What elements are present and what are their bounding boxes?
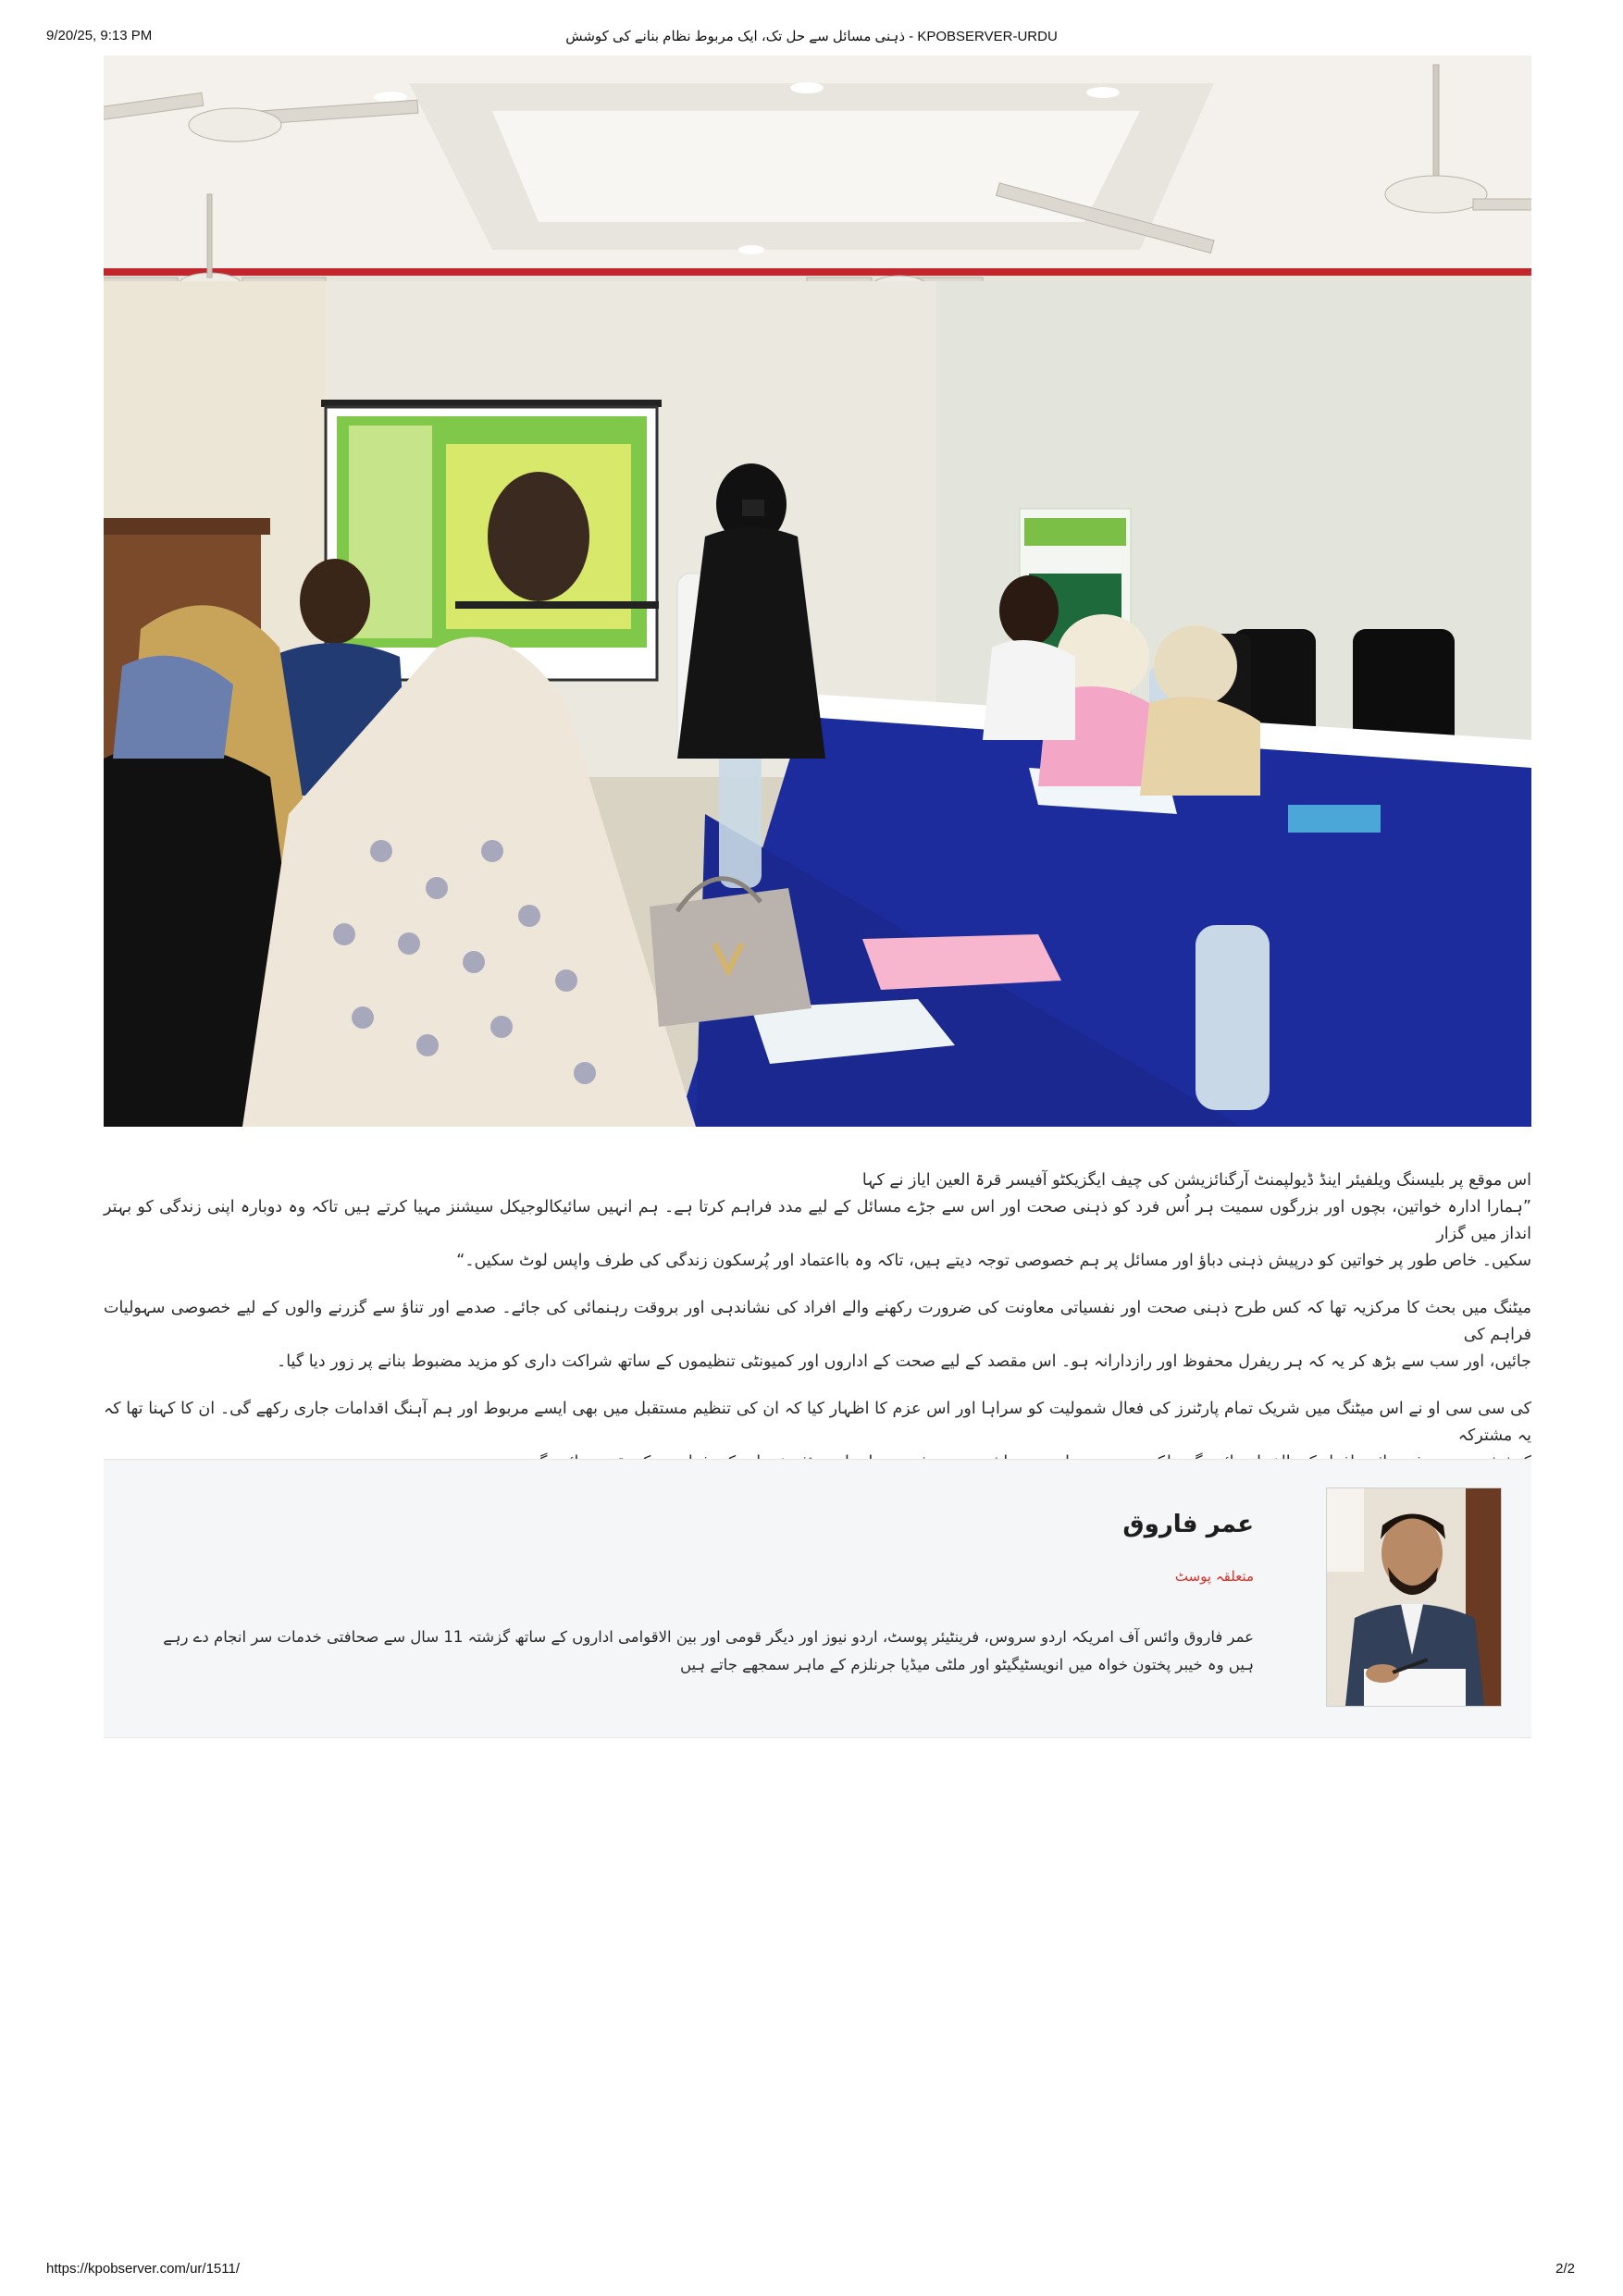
article-body: [104, 1167, 1531, 1497]
author-avatar[interactable]: [1326, 1487, 1502, 1707]
related-posts-link[interactable]: متعلقہ پوسٹ: [1174, 1568, 1254, 1585]
print-page-number: 2/2: [1555, 2261, 1575, 2277]
author-bio: عمر فاروق وائس آف امریکہ اردو سروس، فرینٹیئر پوسٹ، اردو نیوز اور دیگر قومی اور بین الاقوامی اداروں کے ساتھ گزشتہ 11 سال سے صحافتی خدمات سر انجام دے رہے ہیں وہ خیبر پختون خواہ میں انویسٹیگیٹو اور ملٹی میڈیا جرنلزم کے ماہر سمجھے جاتے ہیں: [163, 1628, 1254, 1673]
paragraph-meeting-discussion: [104, 1295, 1531, 1376]
print-url: https://kpobserver.com/ur/1511/: [46, 2261, 240, 2277]
event-photo: [104, 56, 1531, 1127]
print-footer: [0, 2261, 1623, 2281]
paragraph-line: میٹنگ میں بحث کا مرکزیہ تھا کہ کس طرح ذہنی صحت اور نفسیاتی معاونت کی ضرورت رکھنے والے افراد کی نشاندہی اور بروقت رہنمائی کی جائے۔ صدمے اور تناؤ سے گزرنے والوں کے لیے خصوصی سہولیات فراہم کی: [104, 1299, 1531, 1344]
paragraph-line: سکیں۔ خاص طور پر خواتین کو درپیش ذہنی دباؤ اور مسائل پر ہم خصوصی توجہ دیتے ہیں، تاکہ وہ بااعتماد اور پُرسکون زندگی کی طرف واپس لوٹ سکیں۔“: [456, 1252, 1531, 1270]
paragraph-line: کی سی سی او نے اس میٹنگ میں شریک تمام پارٹنرز کی فعال شمولیت کو سراہا اور اس عزم کا اظہار کیا کہ ان کی تنظیم مستقبل میں بھی ایسے مربوط اور ہم آہنگ اقدامات جاری رکھے گی۔ ان کا کہنا تھا کہ یہ مشترکہ: [104, 1400, 1531, 1445]
author-box: [104, 1459, 1531, 1738]
print-page-title: KPOBSERVER-URDU - ذہنی مسائل سے حل تک، ایک مربوط نظام بنانے کی کوشش: [565, 29, 1058, 44]
paragraph-line: جائیں، اور سب سے بڑھ کر یہ کہ ہر ریفرل محفوظ اور رازدارانہ ہو۔ اس مقصد کے لیے صحت کے اداروں اور کمیونٹی تنظیموں کے ساتھ شراکت داری کو مزید مضبوط بنانے پر زور دیا گیا۔: [276, 1352, 1531, 1371]
paragraph-line: اس موقع پر بلیسنگ ویلفیئر اینڈ ڈیولپمنٹ آرگنائزیشن کی چیف ایگزیکٹو آفیسر قرۃ العین ایاز نے کہا: [861, 1171, 1531, 1190]
author-name[interactable]: عمر فاروق: [1122, 1511, 1254, 1538]
paragraph-ceo-quote: [104, 1167, 1531, 1275]
paragraph-line: ”ہمارا ادارہ خواتین، بچوں اور بزرگوں سمیت ہر اُس فرد کو ذہنی صحت اور اس سے جڑے مسائل کے لیے مدد فراہم کرتا ہے۔ ہم انہیں سائیکالوجیکل سیشنز مہیا کرتے ہیں تاکہ وہ دوبارہ اپنی زندگی کو بہتر انداز میں گزار: [104, 1198, 1531, 1243]
print-header: [0, 28, 1623, 48]
print-datetime: 9/20/25, 9:13 PM: [46, 28, 153, 43]
